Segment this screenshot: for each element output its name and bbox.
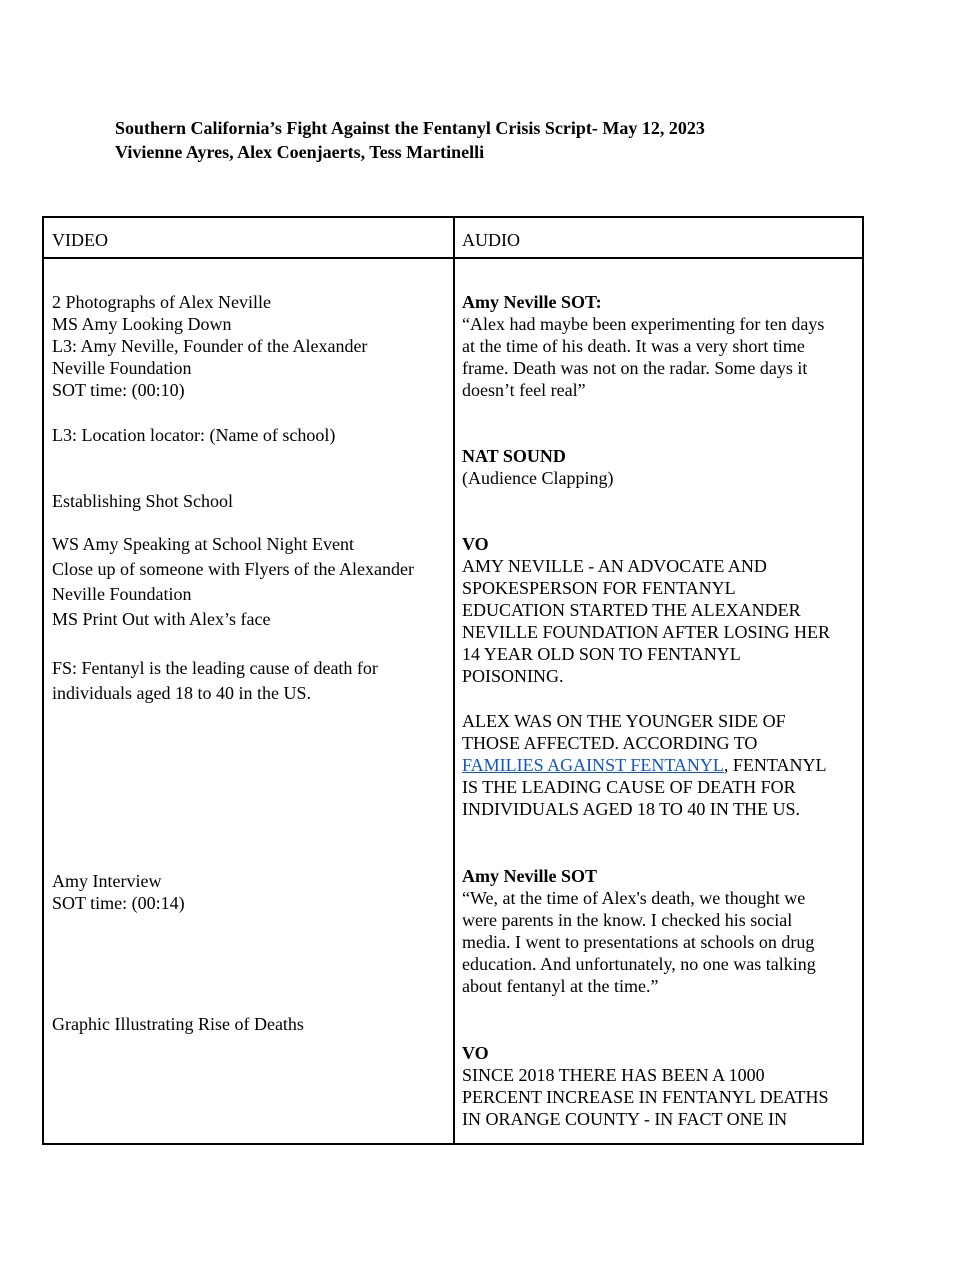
families-against-fentanyl-link[interactable]: FAMILIES AGAINST FENTANYL — [462, 755, 724, 775]
audio-block-sot-2: Amy Neville SOT “We, at the time of Alex's death, we thought we were parents in the know. I checked his social media. I went to presentations at schools on drug education. And unfortunately, no one was talking about fentanyl at the time.” — [462, 866, 816, 996]
video-block-interview: Amy Interview SOT time: (00:14) — [52, 871, 185, 913]
document-header — [115, 116, 705, 164]
video-block-establishing: Establishing Shot School — [52, 491, 234, 511]
audio-block-vo-1: VO AMY NEVILLE - AN ADVOCATE AND SPOKESPERSON FOR FENTANYL EDUCATION STARTED THE ALEXANDER NEVILLE FOUNDATION AFTER LOSING HER 14 YEAR OLD SON TO FENTANYL POISONING. — [462, 534, 830, 686]
video-block-event: WS Amy Speaking at School Night Event Close up of someone with Flyers of the Alexander Neville Foundation MS Print Out with Alex’s face — [52, 534, 414, 629]
audio-block-vo-3: VO SINCE 2018 THERE HAS BEEN A 1000 PERCENT INCREASE IN FENTANYL DEATHS IN ORANGE COUNTY - IN FACT ONE IN — [462, 1043, 829, 1129]
video-block-photographs: 2 Photographs of Alex Neville MS Amy Looking Down L3: Amy Neville, Founder of the Alexander Neville Foundation SOT time: (00:10) — [52, 292, 368, 400]
column-divider — [453, 218, 455, 1143]
audio-block-nat-sound: NAT SOUND (Audience Clapping) — [462, 446, 614, 488]
audio-column-header: AUDIO — [462, 230, 520, 250]
header-divider — [44, 257, 862, 259]
audio-block-sot-1: Amy Neville SOT: “Alex had maybe been experimenting for ten days at the time of his death. It was a very short time frame. Death was not on the radar. Some days it doesn’t feel real” — [462, 292, 825, 400]
video-block-graphic: Graphic Illustrating Rise of Deaths — [52, 1014, 304, 1034]
audio-block-vo-2: ALEX WAS ON THE YOUNGER SIDE OF THOSE AFFECTED. ACCORDING TO FAMILIES AGAINST FENTANYL, FENTANYL IS THE LEADING CAUSE OF DEATH FOR INDIVIDUALS AGED 18 TO 40 IN THE US. — [462, 711, 827, 819]
video-block-location: L3: Location locator: (Name of school) — [52, 425, 336, 445]
script-table — [42, 216, 864, 1145]
video-column-header: VIDEO — [52, 230, 108, 250]
script-authors: Vivienne Ayres, Alex Coenjaerts, Tess Martinelli — [115, 142, 485, 162]
script-title: Southern California’s Fight Against the Fentanyl Crisis Script- May 12, 2023 — [115, 118, 705, 138]
video-block-fullscreen: FS: Fentanyl is the leading cause of death for individuals aged 18 to 40 in the US. — [52, 658, 378, 703]
